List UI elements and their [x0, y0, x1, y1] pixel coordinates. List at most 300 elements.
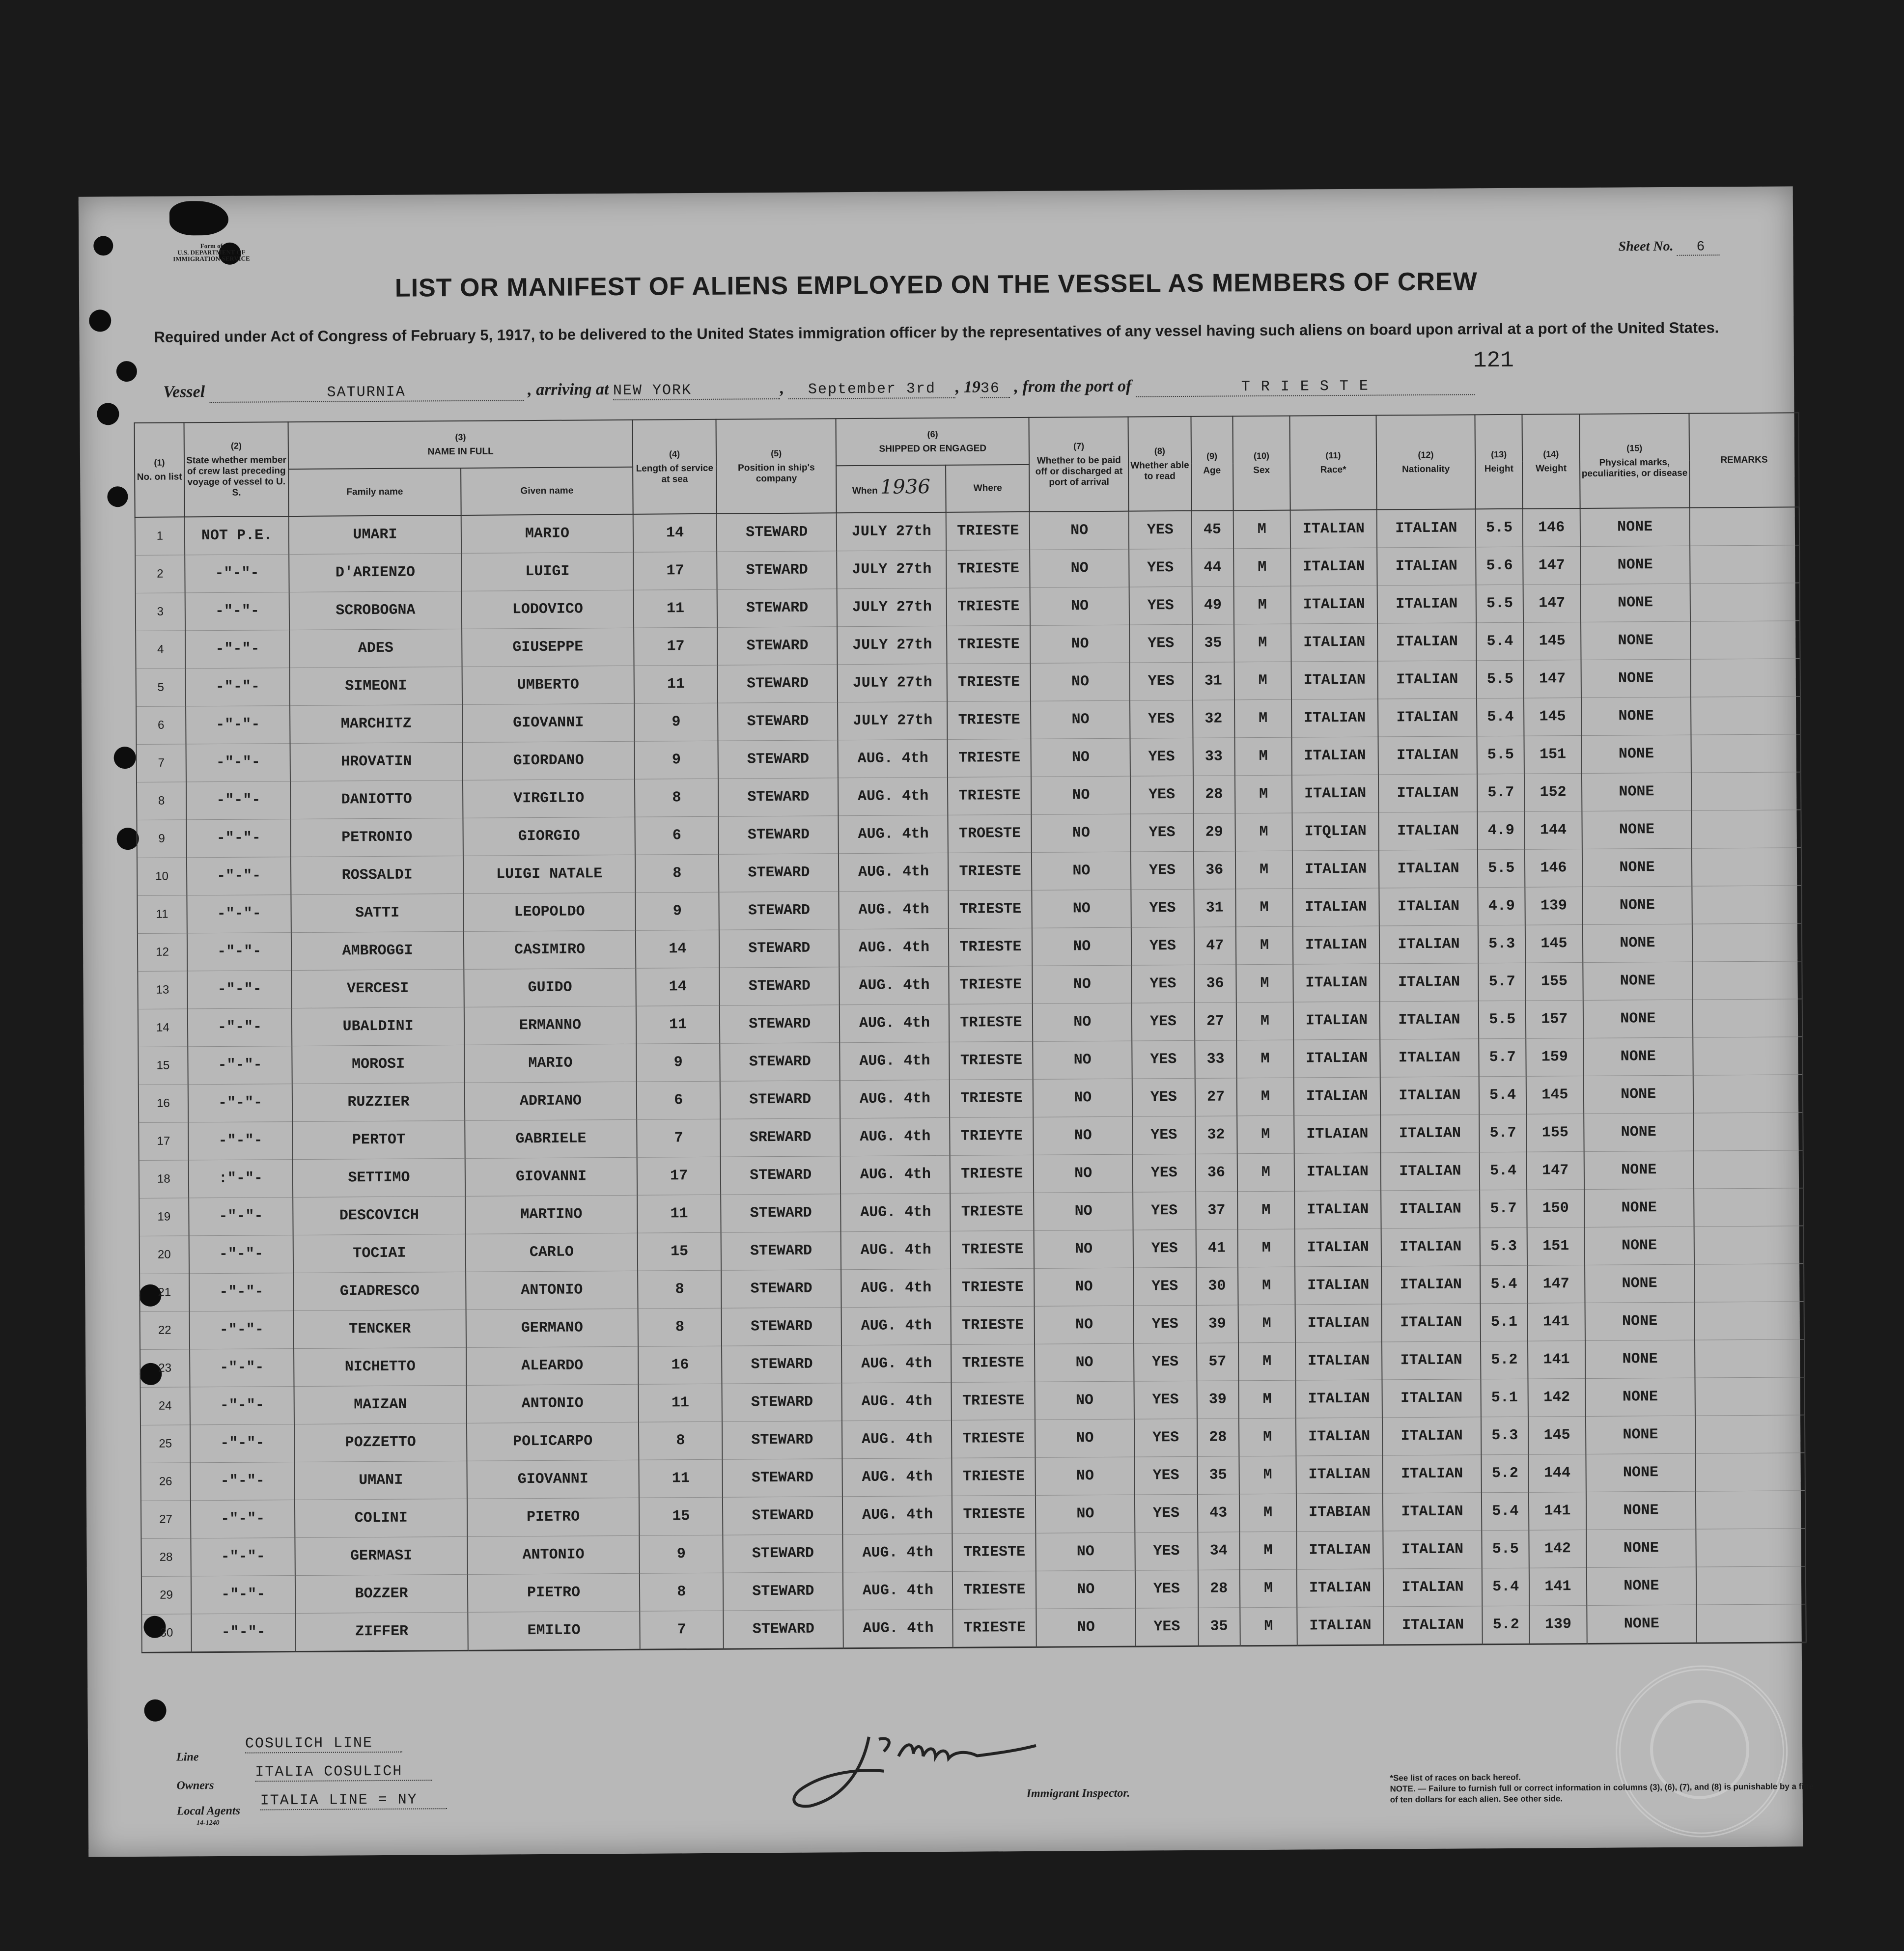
family-name-cell: MARCHITZ: [290, 704, 462, 743]
height-cell: 5.1: [1481, 1303, 1528, 1341]
shipped-when-cell: AUG. 4th: [841, 1307, 951, 1345]
paid-off-cell: NO: [1036, 1570, 1135, 1609]
position-cell: STEWARD: [723, 1497, 843, 1535]
age-cell: 31: [1194, 889, 1235, 927]
physical-marks-cell: NONE: [1583, 1037, 1693, 1076]
race-cell: ITALIAN: [1295, 1342, 1382, 1380]
shipped-when-cell: AUG. 4th: [839, 853, 948, 891]
age-cell: 37: [1196, 1192, 1237, 1230]
remarks-cell: [1694, 1264, 1804, 1302]
race-cell: ITALIAN: [1291, 623, 1377, 662]
col-header-remarks: REMARKS: [1689, 413, 1799, 507]
previous-voyage-cell: -"-"-: [187, 857, 291, 895]
race-cell: ITALIAN: [1297, 1531, 1383, 1569]
position-cell: STEWARD: [717, 627, 838, 665]
year-prefix: 19: [963, 378, 981, 396]
shipped-when-cell: AUG. 4th: [840, 1004, 949, 1042]
family-name-cell: ROSSALDI: [291, 856, 463, 894]
nationality-cell: ITALIAN: [1379, 1001, 1479, 1039]
nationality-cell: ITALIAN: [1377, 547, 1476, 585]
height-cell: 5.4: [1476, 622, 1523, 661]
inspector-signature: [790, 1721, 1046, 1811]
given-name-cell: ADRIANO: [465, 1082, 637, 1120]
remarks-cell: [1691, 734, 1801, 773]
nationality-cell: ITALIAN: [1380, 1152, 1480, 1191]
race-cell: ITALIAN: [1290, 510, 1377, 549]
shipped-when-cell: JULY 27th: [838, 664, 947, 702]
nationality-cell: ITALIAN: [1381, 1228, 1480, 1266]
col-header-nationality: (12) Nationality: [1376, 415, 1476, 509]
shipped-when-cell: AUG. 4th: [840, 1117, 950, 1156]
nationality-cell: ITALIAN: [1382, 1417, 1482, 1455]
agents-value: ITALIA LINE = NY: [260, 1791, 447, 1810]
service-length-cell: 11: [634, 589, 717, 628]
race-cell: ITALIAN: [1297, 1607, 1384, 1645]
remarks-cell: [1692, 961, 1802, 1000]
crew-table: [134, 412, 1807, 1653]
age-cell: 57: [1197, 1343, 1238, 1381]
able-to-read-cell: YES: [1133, 1192, 1196, 1230]
remarks-cell: [1691, 810, 1801, 848]
punch-hole: [117, 828, 139, 850]
shipped-where-cell: TRIESTE: [947, 587, 1030, 626]
remarks-cell: [1691, 772, 1801, 810]
year-suffix: 36: [980, 380, 1010, 398]
able-to-read-cell: YES: [1135, 1570, 1198, 1608]
shipped-where-cell: TRIESTE: [949, 890, 1032, 928]
able-to-read-cell: YES: [1131, 965, 1194, 1003]
shipped-where-cell: TRIESTE: [951, 1268, 1035, 1307]
vessel-line: Vessel SATURNIA , arriving at NEW YORK , September 3rd , 1936 , from the port of T R I E S T E: [163, 373, 1760, 403]
row-number-cell: 29: [141, 1576, 191, 1615]
physical-marks-cell: NONE: [1581, 621, 1690, 660]
previous-voyage-cell: -"-"-: [185, 592, 290, 631]
family-name-cell: SCROBOGNA: [289, 591, 462, 630]
row-number-cell: 28: [141, 1538, 191, 1577]
weight-cell: 144: [1528, 1454, 1586, 1492]
weight-cell: 141: [1529, 1492, 1586, 1530]
able-to-read-cell: YES: [1129, 511, 1192, 549]
given-name-cell: ANTONIO: [466, 1384, 639, 1423]
remarks-cell: [1690, 545, 1800, 584]
paid-off-cell: NO: [1036, 1457, 1135, 1495]
shipped-where-cell: TROESTE: [948, 814, 1032, 853]
row-number-cell: 3: [136, 593, 185, 631]
col-header-age: (9) Age: [1191, 416, 1233, 511]
paid-off-cell: NO: [1034, 1230, 1133, 1268]
family-name-cell: DESCOVICH: [293, 1196, 465, 1235]
col-header-service-length: (4) Length of service at sea: [633, 419, 717, 514]
weight-cell: 155: [1526, 1114, 1584, 1152]
service-length-cell: 17: [634, 627, 717, 666]
family-name-cell: MAIZAN: [294, 1385, 467, 1424]
position-cell: STEWARD: [723, 1459, 843, 1497]
height-cell: 5.1: [1481, 1379, 1528, 1417]
row-number-cell: 16: [139, 1085, 188, 1123]
service-length-cell: 17: [637, 1157, 721, 1195]
nationality-cell: ITALIAN: [1382, 1455, 1482, 1493]
able-to-read-cell: YES: [1131, 813, 1194, 852]
row-number-cell: 15: [138, 1047, 188, 1085]
able-to-read-cell: YES: [1131, 927, 1194, 965]
sex-cell: M: [1237, 1153, 1294, 1192]
row-number-cell: 19: [139, 1198, 189, 1236]
previous-voyage-cell: -"-"-: [187, 895, 291, 933]
family-name-cell: DANIOTTO: [290, 780, 463, 819]
col-header-sex: (10) Sex: [1232, 416, 1290, 511]
shipped-when-cell: AUG. 4th: [839, 815, 948, 853]
sex-cell: M: [1237, 1191, 1295, 1229]
height-cell: 4.9: [1478, 811, 1525, 850]
paid-off-cell: NO: [1034, 1268, 1133, 1306]
age-cell: 29: [1193, 813, 1235, 852]
previous-voyage-cell: -"-"-: [190, 1424, 295, 1463]
position-cell: STEWARD: [722, 1345, 842, 1384]
shipped-when-cell: AUG. 4th: [841, 1269, 951, 1307]
sex-cell: M: [1236, 964, 1293, 1003]
physical-marks-cell: NONE: [1585, 1378, 1695, 1416]
paid-off-cell: NO: [1031, 700, 1130, 739]
given-name-cell: GIOVANNI: [462, 703, 635, 742]
age-cell: 36: [1194, 965, 1236, 1003]
nationality-cell: ITALIAN: [1383, 1568, 1482, 1607]
footer-note: [1390, 1770, 1822, 1805]
service-length-cell: 7: [640, 1611, 724, 1649]
col-header-position: (5) Position in ship's company: [716, 418, 837, 513]
position-cell: STEWARD: [723, 1572, 843, 1611]
previous-voyage-cell: :"-"-: [189, 1160, 293, 1198]
nationality-cell: ITALIAN: [1382, 1379, 1481, 1418]
paid-off-cell: NO: [1033, 1041, 1132, 1079]
age-cell: 43: [1198, 1494, 1239, 1533]
shipped-where-cell: TRIESTE: [953, 1609, 1036, 1647]
physical-marks-cell: NONE: [1584, 1189, 1694, 1227]
given-name-cell: LUIGI NATALE: [463, 855, 636, 893]
physical-marks-cell: NONE: [1584, 1151, 1693, 1189]
nationality-cell: ITALIAN: [1383, 1531, 1482, 1569]
sex-cell: M: [1234, 737, 1292, 776]
family-name-cell: TOCIAI: [293, 1234, 466, 1273]
physical-marks-cell: NONE: [1584, 1226, 1694, 1265]
shipped-where-cell: TRIESTE: [951, 1193, 1034, 1231]
col-header-shipped: (6) SHIPPED OR ENGAGED: [836, 418, 1030, 466]
position-cell: STEWARD: [721, 1270, 841, 1308]
service-length-cell: 9: [640, 1535, 723, 1573]
previous-voyage-cell: -"-"-: [188, 1122, 293, 1160]
paid-off-cell: NO: [1036, 1533, 1135, 1571]
nationality-cell: ITALIAN: [1381, 1266, 1481, 1304]
row-number-cell: 23: [140, 1349, 190, 1388]
position-cell: STEWARD: [719, 854, 839, 892]
paid-off-cell: NO: [1035, 1381, 1134, 1420]
shipped-when-cell: AUG. 4th: [839, 928, 949, 967]
arriving-at: NEW YORK: [613, 382, 780, 400]
previous-voyage-cell: -"-"-: [186, 781, 291, 820]
shipped-where-cell: TRIESTE: [952, 1382, 1035, 1420]
remarks-cell: [1693, 1075, 1803, 1113]
race-cell: ITALIAN: [1296, 1418, 1382, 1456]
age-cell: 39: [1197, 1381, 1238, 1419]
weight-cell: 151: [1524, 736, 1581, 774]
paid-off-cell: NO: [1032, 814, 1131, 852]
position-cell: STEWARD: [721, 1194, 841, 1232]
punch-hole: [89, 309, 111, 332]
shipped-where-cell: TRIESTE: [952, 1420, 1035, 1458]
sex-cell: M: [1235, 889, 1293, 927]
sex-cell: M: [1235, 775, 1292, 813]
service-length-cell: 9: [637, 1043, 720, 1082]
nationality-cell: ITALIAN: [1380, 1039, 1479, 1077]
able-to-read-cell: YES: [1135, 1456, 1198, 1495]
nationality-cell: ITALIAN: [1377, 623, 1477, 661]
col-header-height: (13) Height: [1475, 415, 1523, 509]
service-length-cell: 11: [639, 1384, 722, 1422]
position-cell: SREWARD: [720, 1118, 840, 1157]
service-length-cell: 11: [637, 1195, 721, 1233]
paid-off-cell: NO: [1035, 1306, 1134, 1344]
able-to-read-cell: YES: [1133, 1229, 1196, 1268]
sex-cell: M: [1236, 1040, 1294, 1078]
vessel-name: SATURNIA: [209, 383, 524, 403]
given-name-cell: ANTONIO: [467, 1535, 640, 1574]
physical-marks-cell: NONE: [1582, 886, 1692, 924]
race-cell: ITALIAN: [1291, 699, 1378, 737]
age-cell: 36: [1195, 1154, 1237, 1192]
remarks-cell: [1693, 999, 1803, 1037]
paid-off-cell: NO: [1031, 776, 1130, 814]
given-name-cell: POLICARPO: [467, 1422, 639, 1461]
line-label: Line: [176, 1751, 199, 1764]
given-name-cell: CARLO: [465, 1233, 638, 1272]
nationality-cell: ITALIAN: [1383, 1606, 1483, 1645]
nationality-cell: ITALIAN: [1377, 585, 1476, 623]
physical-marks-cell: NONE: [1583, 962, 1692, 1000]
weight-cell: 145: [1523, 622, 1581, 661]
given-name-cell: GIUSEPPE: [462, 628, 634, 667]
shipped-where-cell: TRIESTE: [952, 1495, 1036, 1533]
given-name-cell: GUIDO: [464, 968, 636, 1007]
family-name-cell: ADES: [289, 629, 462, 668]
sex-cell: M: [1233, 586, 1291, 624]
position-cell: STEWARD: [720, 1081, 840, 1119]
position-cell: STEWARD: [717, 589, 838, 627]
able-to-read-cell: YES: [1130, 738, 1193, 776]
service-length-cell: 7: [637, 1119, 720, 1157]
service-length-cell: 15: [639, 1497, 723, 1535]
given-name-cell: LODOVICO: [461, 590, 634, 629]
remarks-cell: [1696, 1566, 1806, 1605]
height-cell: 5.7: [1477, 774, 1524, 812]
shipped-where-cell: TRIESTE: [951, 1230, 1034, 1269]
service-length-cell: 14: [636, 930, 719, 968]
race-cell: ITALIAN: [1291, 661, 1378, 699]
weight-cell: 146: [1525, 849, 1582, 888]
given-name-cell: LUIGI: [461, 552, 634, 591]
previous-voyage-cell: -"-"-: [189, 1235, 294, 1274]
weight-cell: 139: [1529, 1605, 1587, 1644]
header-row: [135, 413, 1799, 470]
weight-cell: 146: [1523, 508, 1580, 547]
weight-cell: 147: [1523, 547, 1580, 585]
weight-cell: 139: [1525, 887, 1582, 925]
shipped-when-cell: AUG. 4th: [841, 1231, 951, 1269]
sex-cell: M: [1238, 1267, 1295, 1305]
height-cell: 5.5: [1482, 1530, 1529, 1568]
weight-cell: 145: [1525, 925, 1583, 963]
paid-off-cell: NO: [1030, 511, 1129, 550]
height-cell: 5.7: [1479, 963, 1526, 1001]
weight-cell: 155: [1525, 963, 1583, 1001]
owners-value: ITALIA COSULICH: [255, 1763, 432, 1782]
row-number-cell: 25: [140, 1425, 190, 1463]
row-number-cell: 14: [138, 1009, 188, 1047]
ink-blot: [169, 201, 228, 236]
paid-off-cell: NO: [1033, 1079, 1132, 1117]
paid-off-cell: NO: [1034, 1154, 1133, 1193]
position-cell: STEWARD: [720, 1043, 840, 1081]
paid-off-cell: NO: [1031, 663, 1130, 701]
family-name-cell: PETRONIO: [291, 818, 463, 857]
position-cell: STEWARD: [722, 1308, 842, 1346]
sex-cell: M: [1235, 851, 1292, 889]
able-to-read-cell: YES: [1134, 1419, 1197, 1457]
previous-voyage-cell: -"-"-: [186, 744, 290, 782]
sex-cell: M: [1234, 699, 1292, 738]
shipped-where-cell: TRIESTE: [947, 625, 1031, 664]
service-length-cell: 8: [635, 854, 719, 892]
nationality-cell: ITALIAN: [1379, 963, 1479, 1002]
race-cell: ITALIAN: [1295, 1266, 1381, 1305]
page-subtitle: Required under Act of Congress of February 5, 1917, to be delivered to the United States immigration officer by the representatives of any vessel having such aliens on board upon arrival at a port of the United States.: [154, 319, 1719, 346]
weight-cell: 152: [1524, 774, 1582, 812]
race-cell: ITALIAN: [1293, 964, 1380, 1002]
fine-note: NOTE. — Failure to furnish full or correct information in columns (3), (6), (7), and (8) is punishable by a fine of ten dollars for each alien. See other side.: [1390, 1782, 1814, 1805]
col-header-weight: (14) Weight: [1522, 414, 1580, 509]
given-name-cell: GIORDANO: [462, 741, 635, 780]
service-length-cell: 11: [634, 665, 718, 703]
row-number-cell: 12: [138, 933, 187, 972]
service-length-cell: 11: [636, 1005, 720, 1044]
physical-marks-cell: NONE: [1586, 1491, 1696, 1530]
sex-cell: M: [1236, 1078, 1294, 1116]
sex-cell: M: [1237, 1229, 1295, 1267]
able-to-read-cell: YES: [1134, 1343, 1197, 1381]
nationality-cell: ITALIAN: [1381, 1190, 1480, 1228]
position-cell: STEWARD: [717, 513, 837, 552]
position-cell: STEWARD: [719, 816, 839, 854]
weight-cell: 142: [1529, 1530, 1586, 1568]
row-number-cell: 21: [140, 1274, 189, 1312]
weight-cell: 144: [1524, 811, 1582, 850]
owners-label: Owners: [176, 1779, 214, 1792]
height-cell: 5.5: [1476, 585, 1523, 623]
physical-marks-cell: NONE: [1586, 1529, 1696, 1567]
age-cell: 49: [1192, 586, 1233, 625]
shipped-when-cell: AUG. 4th: [842, 1382, 952, 1421]
row-number-cell: 1: [135, 517, 185, 555]
service-length-cell: 9: [636, 892, 719, 930]
shipped-when-cell: JULY 27th: [838, 626, 947, 664]
family-name-cell: SIMEONI: [290, 667, 462, 705]
service-length-cell: 16: [638, 1346, 722, 1384]
sex-cell: M: [1237, 1115, 1294, 1154]
remarks-cell: [1690, 659, 1800, 697]
physical-marks-cell: NONE: [1582, 773, 1691, 811]
physical-marks-cell: NONE: [1585, 1302, 1694, 1340]
given-name-cell: MARIO: [464, 1044, 637, 1083]
previous-voyage-cell: -"-"-: [191, 1500, 295, 1538]
shipped-when-cell: AUG. 4th: [838, 777, 948, 815]
physical-marks-cell: NONE: [1583, 924, 1692, 962]
age-cell: 33: [1195, 1040, 1236, 1079]
row-number-cell: 8: [137, 782, 186, 820]
footer-form-code: 14-1240: [196, 1819, 220, 1827]
race-cell: ITALIAN: [1295, 1191, 1381, 1229]
previous-voyage-cell: -"-"-: [191, 1538, 295, 1576]
row-number-cell: 9: [137, 820, 186, 858]
able-to-read-cell: YES: [1132, 1003, 1195, 1041]
from-label: , from the port of: [1014, 377, 1132, 396]
race-cell: ITALIAN: [1295, 1228, 1381, 1267]
given-name-cell: CASIMIRO: [464, 930, 636, 969]
nationality-cell: ITALIAN: [1377, 661, 1477, 699]
race-cell: ITALIAN: [1294, 1077, 1380, 1115]
punch-hole: [107, 486, 128, 507]
remarks-cell: [1694, 1188, 1804, 1226]
previous-voyage-cell: -"-"-: [186, 706, 290, 744]
remarks-cell: [1694, 1226, 1804, 1264]
age-cell: 27: [1195, 1078, 1236, 1116]
position-cell: STEWARD: [721, 1156, 841, 1195]
row-number-cell: 17: [139, 1122, 188, 1161]
shipped-where-cell: TRIESTE: [950, 1155, 1034, 1193]
row-number-cell: 7: [137, 744, 186, 782]
shipped-where-cell: TRIESTE: [948, 777, 1031, 815]
age-cell: 45: [1191, 510, 1233, 549]
height-cell: 5.5: [1476, 509, 1523, 547]
physical-marks-cell: NONE: [1582, 848, 1692, 887]
shipped-where-cell: TRIESTE: [950, 1079, 1033, 1117]
nationality-cell: ITALIAN: [1379, 925, 1478, 964]
physical-marks-cell: NONE: [1580, 584, 1690, 622]
weight-cell: 145: [1526, 1076, 1584, 1115]
shipped-when-cell: AUG. 4th: [840, 1155, 950, 1194]
height-cell: 5.2: [1481, 1341, 1528, 1379]
family-name-cell: SATTI: [291, 893, 464, 932]
nationality-cell: ITALIAN: [1378, 698, 1477, 737]
able-to-read-cell: YES: [1129, 586, 1192, 625]
remarks-cell: [1692, 923, 1802, 962]
able-to-read-cell: YES: [1129, 624, 1192, 663]
able-to-read-cell: YES: [1135, 1608, 1198, 1646]
nationality-cell: ITALIAN: [1378, 812, 1478, 850]
nationality-cell: ITALIAN: [1382, 1341, 1481, 1380]
race-cell: ITALIAN: [1293, 1002, 1380, 1040]
able-to-read-cell: YES: [1135, 1532, 1198, 1570]
shipped-when-cell: JULY 27th: [837, 588, 947, 626]
position-cell: STEWARD: [722, 1383, 842, 1421]
shipped-where-cell: TRIESTE: [948, 739, 1031, 777]
service-length-cell: 8: [638, 1308, 722, 1346]
sheet-label: Sheet No.: [1618, 238, 1674, 254]
race-cell: ITLAIAN: [1294, 1115, 1381, 1153]
given-name-cell: GABRIELE: [465, 1119, 637, 1158]
family-name-cell: HROVATIN: [290, 742, 463, 781]
row-number-cell: 24: [140, 1387, 190, 1425]
physical-marks-cell: NONE: [1580, 546, 1690, 584]
position-cell: STEWARD: [723, 1610, 843, 1649]
given-name-cell: GIOVANNI: [467, 1460, 639, 1499]
